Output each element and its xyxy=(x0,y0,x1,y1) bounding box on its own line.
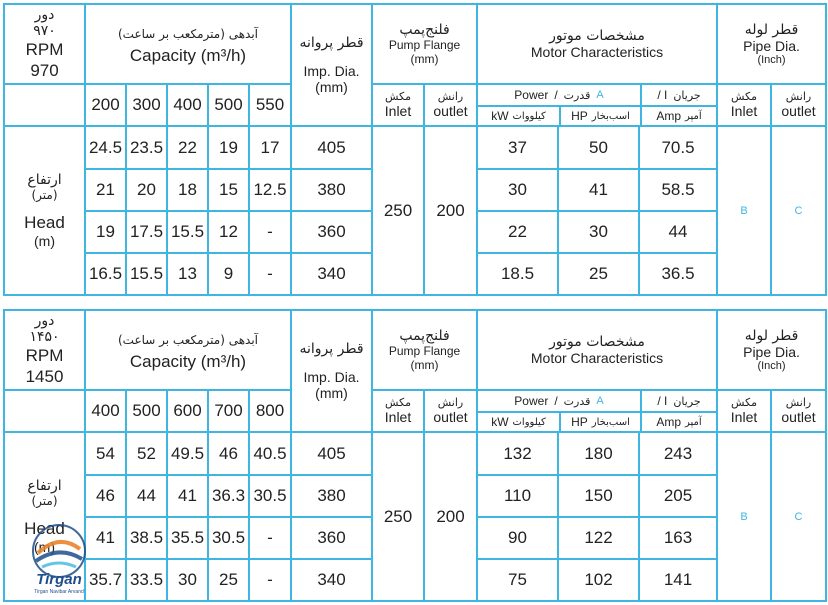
head-value: 54 xyxy=(85,432,126,475)
power-current-header xyxy=(477,84,717,126)
pipe-outlet-value: C xyxy=(771,126,826,295)
hp-value: 150 xyxy=(558,475,639,517)
head-fa: ارتفاع xyxy=(27,478,62,494)
amp-value: 58.5 xyxy=(639,169,717,211)
flange-fa: فلنج‌پمپ xyxy=(399,328,450,344)
kw-value: 75 xyxy=(477,559,558,601)
pump-flange-header xyxy=(372,4,477,84)
head-value: 46 xyxy=(85,475,126,517)
imp-dia-value: 405 xyxy=(291,432,372,475)
hp-value: 122 xyxy=(558,517,639,559)
pipe-outlet-en: outlet xyxy=(781,409,816,425)
head-value: 22 xyxy=(167,126,208,169)
capacity-col-4: 500 xyxy=(208,84,249,126)
pipe-en: Pipe Dia. xyxy=(743,38,800,54)
inlet-fa: مکش xyxy=(385,90,411,103)
capacity-col-2: 500 xyxy=(126,390,167,432)
pipe-unit: (Inch) xyxy=(757,54,786,66)
imp-fa: قطر پروانه xyxy=(299,35,364,51)
flange-outlet-value: 200 xyxy=(424,126,477,295)
pipe-inlet-fa: مکش xyxy=(731,90,758,103)
rpm-fa-value: ۱۴۵۰ xyxy=(29,329,60,345)
hp-value: 50 xyxy=(558,126,639,169)
flange-inlet-value: 250 xyxy=(372,432,424,601)
head-value: - xyxy=(249,211,291,253)
capacity-fa: آبدهی (مترمکعب بر ساعت) xyxy=(117,332,259,347)
rpm-header-cell xyxy=(4,310,85,390)
current-fa: جریان xyxy=(673,394,701,408)
pipe-dia-header xyxy=(717,4,826,84)
head-value: 12.5 xyxy=(249,169,291,211)
head-value: 20 xyxy=(126,169,167,211)
head-label-cell xyxy=(4,126,85,295)
imp-unit: (mm) xyxy=(315,79,348,95)
head-value: 52 xyxy=(126,432,167,475)
hp-fa: اسب‌بخار xyxy=(591,416,630,428)
outlet-fa: رانش xyxy=(437,90,464,103)
rpm-fa-label: دور xyxy=(34,313,55,329)
kw-en: kW xyxy=(491,109,509,123)
power-fa: قدرت xyxy=(563,88,591,102)
head-value: 16.5 xyxy=(85,253,126,295)
pipe-outlet-header xyxy=(771,390,826,432)
capacity-col-1: 400 xyxy=(85,390,126,432)
hp-en: HP xyxy=(571,415,588,429)
inlet-fa: مکش xyxy=(385,396,411,409)
pipe-outlet-fa: رانش xyxy=(785,396,812,409)
kw-value: 22 xyxy=(477,211,558,253)
amp-value: 163 xyxy=(639,517,717,559)
pump-table-970rpm xyxy=(3,3,827,296)
head-value: 12 xyxy=(208,211,249,253)
motor-en: Motor Characteristics xyxy=(530,350,664,366)
imp-en: Imp. Dia. xyxy=(303,63,360,79)
flange-fa: فلنج‌پمپ xyxy=(399,22,450,38)
head-value: 38.5 xyxy=(126,517,167,559)
head-value: 21 xyxy=(85,169,126,211)
flange-inlet-header xyxy=(372,84,424,126)
pipe-outlet-header xyxy=(771,84,826,126)
power-en: Power xyxy=(514,88,549,102)
rpm-row-spacer xyxy=(4,84,85,126)
motor-en: Motor Characteristics xyxy=(530,44,664,60)
head-value: 24.5 xyxy=(85,126,126,169)
power-fa: قدرت xyxy=(563,394,591,408)
amp-value: 205 xyxy=(639,475,717,517)
flange-unit: (mm) xyxy=(410,52,439,66)
pipe-inlet-en: Inlet xyxy=(730,103,758,119)
imp-fa: قطر پروانه xyxy=(299,341,364,357)
amp-fa: آمپر xyxy=(685,416,702,428)
hp-value: 102 xyxy=(558,559,639,601)
imp-dia-value: 360 xyxy=(291,517,372,559)
current-sep: / I xyxy=(657,88,668,102)
head-value: 9 xyxy=(208,253,249,295)
imp-dia-value: 360 xyxy=(291,211,372,253)
rpm-value: 970 xyxy=(30,61,59,80)
amp-value: 141 xyxy=(639,559,717,601)
pipe-inlet-fa: مکش xyxy=(731,396,758,409)
hp-en: HP xyxy=(571,109,588,123)
head-value: 41 xyxy=(167,475,208,517)
pipe-outlet-fa: رانش xyxy=(785,90,812,103)
head-unit-en: (m) xyxy=(34,233,55,249)
head-value: 15 xyxy=(208,169,249,211)
amp-fa: آمپر xyxy=(685,110,702,122)
head-value: 18 xyxy=(167,169,208,211)
power-slash: / xyxy=(554,394,558,408)
rpm-header-cell xyxy=(4,4,85,84)
outlet-en: outlet xyxy=(433,409,468,425)
kw-value: 18.5 xyxy=(477,253,558,295)
capacity-col-5: 550 xyxy=(249,84,291,126)
capacity-col-3: 600 xyxy=(167,390,208,432)
head-value: 23.5 xyxy=(126,126,167,169)
imp-dia-value: 340 xyxy=(291,253,372,295)
head-value: - xyxy=(249,559,291,601)
pipe-dia-header xyxy=(717,310,826,390)
head-value: 40.5 xyxy=(249,432,291,475)
head-value: 19 xyxy=(208,126,249,169)
flange-outlet-value: 200 xyxy=(424,432,477,601)
pipe-inlet-value: B xyxy=(717,432,771,601)
flange-inlet-value: 250 xyxy=(372,126,424,295)
head-value: 15.5 xyxy=(126,253,167,295)
hp-value: 25 xyxy=(558,253,639,295)
hp-value: 41 xyxy=(558,169,639,211)
kw-value: 132 xyxy=(477,432,558,475)
head-value: 44 xyxy=(126,475,167,517)
amp-en: Amp xyxy=(656,415,682,429)
head-en: Head xyxy=(24,519,65,538)
head-value: 30.5 xyxy=(249,475,291,517)
flange-outlet-header xyxy=(424,84,477,126)
head-value: 30.5 xyxy=(208,517,249,559)
head-value: - xyxy=(249,253,291,295)
power-letter: A xyxy=(596,89,604,101)
imp-dia-value: 405 xyxy=(291,126,372,169)
current-sep: / I xyxy=(657,394,668,408)
flange-unit: (mm) xyxy=(410,358,439,372)
current-fa: جریان xyxy=(673,88,701,102)
kw-fa: کیلووات xyxy=(512,110,546,122)
flange-outlet-header xyxy=(424,390,477,432)
hp-value: 180 xyxy=(558,432,639,475)
pipe-inlet-header xyxy=(717,84,771,126)
pump-flange-header xyxy=(372,310,477,390)
head-value: 13 xyxy=(167,253,208,295)
capacity-en: Capacity (m³/h) xyxy=(129,45,247,65)
imp-unit: (mm) xyxy=(315,385,348,401)
capacity-en: Capacity (m³/h) xyxy=(129,351,247,371)
pipe-en: Pipe Dia. xyxy=(743,344,800,360)
head-unit-en: (m) xyxy=(34,539,55,555)
head-value: - xyxy=(249,517,291,559)
tirgan-logo xyxy=(22,519,96,599)
rpm-label: RPM xyxy=(25,40,64,59)
flange-en: Pump Flange xyxy=(388,344,461,358)
pump-table-1450rpm xyxy=(3,309,827,602)
head-value: 36.3 xyxy=(208,475,249,517)
head-value: 35.7 xyxy=(85,559,126,601)
kw-value: 110 xyxy=(477,475,558,517)
head-unit-fa: (متر) xyxy=(31,188,58,202)
hp-value: 30 xyxy=(558,211,639,253)
head-unit-fa: (متر) xyxy=(31,494,58,508)
imp-en: Imp. Dia. xyxy=(303,369,360,385)
pipe-fa: قطر لوله xyxy=(744,328,799,344)
capacity-header xyxy=(85,310,291,390)
logo-name: Tirgan xyxy=(36,571,82,588)
pipe-outlet-value: C xyxy=(771,432,826,601)
head-value: 33.5 xyxy=(126,559,167,601)
inlet-en: Inlet xyxy=(384,409,412,425)
imp-dia-value: 340 xyxy=(291,559,372,601)
flange-inlet-header xyxy=(372,390,424,432)
motor-header xyxy=(477,4,717,84)
outlet-fa: رانش xyxy=(437,396,464,409)
head-value: 41 xyxy=(85,517,126,559)
imp-dia-header xyxy=(291,310,372,432)
pipe-unit: (Inch) xyxy=(757,360,786,372)
logo-tagline: Tirgan Navibar Arvand xyxy=(34,589,84,595)
capacity-col-4: 700 xyxy=(208,390,249,432)
amp-value: 70.5 xyxy=(639,126,717,169)
power-slash: / xyxy=(554,88,558,102)
capacity-col-3: 400 xyxy=(167,84,208,126)
capacity-col-2: 300 xyxy=(126,84,167,126)
pipe-inlet-en: Inlet xyxy=(730,409,758,425)
motor-fa: مشخصات موتور xyxy=(549,28,645,44)
rpm-row-spacer xyxy=(4,390,85,432)
outlet-en: outlet xyxy=(433,103,468,119)
head-value: 25 xyxy=(208,559,249,601)
head-value: 35.5 xyxy=(167,517,208,559)
rpm-fa-label: دور xyxy=(34,7,55,23)
imp-dia-value: 380 xyxy=(291,475,372,517)
imp-dia-header xyxy=(291,4,372,126)
kw-value: 37 xyxy=(477,126,558,169)
pipe-fa: قطر لوله xyxy=(744,22,799,38)
pipe-outlet-en: outlet xyxy=(781,103,816,119)
amp-value: 36.5 xyxy=(639,253,717,295)
capacity-header xyxy=(85,4,291,84)
rpm-fa-value: ۹۷۰ xyxy=(33,23,56,39)
rpm-value: 1450 xyxy=(25,367,64,386)
head-value: 49.5 xyxy=(167,432,208,475)
amp-en: Amp xyxy=(656,109,682,123)
power-current-header xyxy=(477,390,717,432)
kw-fa: کیلووات xyxy=(512,416,546,428)
inlet-en: Inlet xyxy=(384,103,412,119)
kw-en: kW xyxy=(491,415,509,429)
motor-fa: مشخصات موتور xyxy=(549,334,645,350)
imp-dia-value: 380 xyxy=(291,169,372,211)
head-value: 15.5 xyxy=(167,211,208,253)
amp-value: 243 xyxy=(639,432,717,475)
head-value: 46 xyxy=(208,432,249,475)
power-letter: A xyxy=(596,395,604,407)
pipe-inlet-value: B xyxy=(717,126,771,295)
kw-value: 30 xyxy=(477,169,558,211)
head-value: 17.5 xyxy=(126,211,167,253)
power-en: Power xyxy=(514,394,549,408)
capacity-col-1: 200 xyxy=(85,84,126,126)
capacity-col-5: 800 xyxy=(249,390,291,432)
capacity-fa: آبدهی (مترمکعب بر ساعت) xyxy=(117,26,259,41)
motor-header xyxy=(477,310,717,390)
kw-value: 90 xyxy=(477,517,558,559)
head-value: 19 xyxy=(85,211,126,253)
flange-en: Pump Flange xyxy=(388,38,461,52)
head-value: 30 xyxy=(167,559,208,601)
head-value: 17 xyxy=(249,126,291,169)
hp-fa: اسب‌بخار xyxy=(591,110,630,122)
pipe-inlet-header xyxy=(717,390,771,432)
head-en: Head xyxy=(24,213,65,232)
amp-value: 44 xyxy=(639,211,717,253)
rpm-label: RPM xyxy=(25,346,64,365)
head-fa: ارتفاع xyxy=(27,172,62,188)
